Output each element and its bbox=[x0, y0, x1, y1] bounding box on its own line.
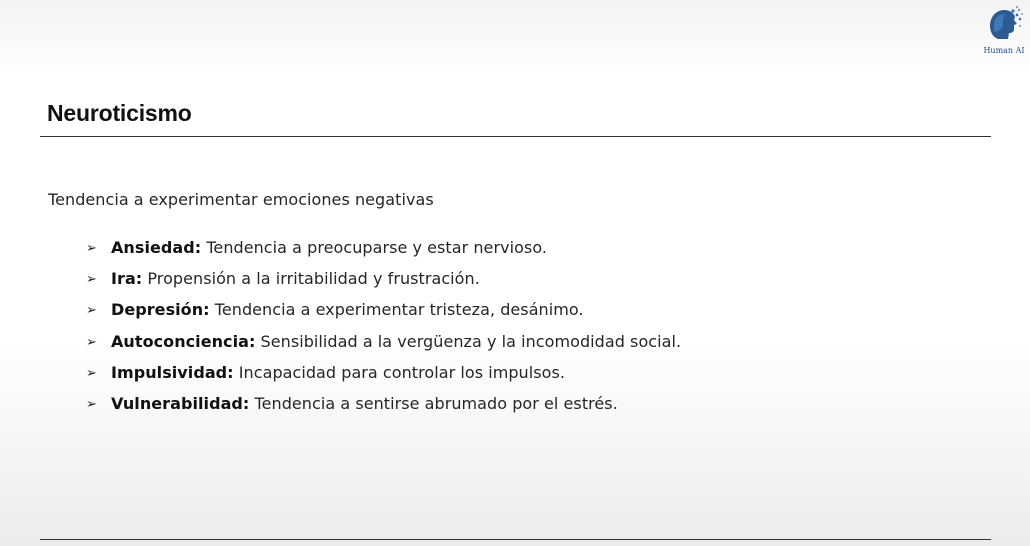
facet-term: Ansiedad: bbox=[111, 238, 202, 257]
list-item bbox=[86, 361, 681, 392]
list-item bbox=[86, 298, 681, 329]
facet-term: Depresión: bbox=[111, 300, 210, 320]
facet-description: Incapacidad para controlar los impulsos. bbox=[238, 362, 565, 382]
facet-term: Ira: bbox=[111, 269, 143, 289]
logo-text: Human AI bbox=[983, 46, 1025, 55]
arrowhead-bullet-icon: ➢ bbox=[86, 272, 97, 288]
footer-divider bbox=[40, 539, 991, 540]
facet-description: Tendencia a experimentar tristeza, desánimo. bbox=[214, 300, 584, 320]
slide-title: Neuroticismo bbox=[47, 100, 192, 126]
arrowhead-bullet-icon: ➢ bbox=[86, 241, 97, 256]
facet-description: Tendencia a preocuparse y estar nervioso. bbox=[206, 238, 548, 257]
facet-description: Sensibilidad a la vergüenza y la incomodidad social. bbox=[260, 331, 682, 351]
list-item bbox=[86, 330, 681, 361]
human-ai-head-logo-icon bbox=[984, 4, 1024, 44]
facet-list bbox=[86, 236, 681, 423]
arrowhead-bullet-icon: ➢ bbox=[86, 365, 97, 381]
facet-description: Tendencia a sentirse abrumado por el estrés. bbox=[254, 393, 618, 413]
facet-term: Autoconciencia: bbox=[111, 331, 256, 351]
title-divider bbox=[40, 136, 991, 137]
human-ai-logo bbox=[980, 4, 1028, 58]
arrowhead-bullet-icon: ➢ bbox=[86, 396, 97, 412]
facet-description: Propensión a la irritabilidad y frustración. bbox=[147, 269, 480, 289]
list-item bbox=[86, 236, 681, 267]
list-item bbox=[86, 392, 681, 423]
facet-term: Vulnerabilidad: bbox=[111, 393, 250, 413]
facet-term: Impulsividad: bbox=[111, 362, 234, 382]
slide-subtitle: Tendencia a experimentar emociones negativas bbox=[48, 190, 434, 209]
arrowhead-bullet-icon: ➢ bbox=[86, 334, 97, 350]
list-item bbox=[86, 267, 681, 298]
arrowhead-bullet-icon: ➢ bbox=[86, 303, 97, 319]
